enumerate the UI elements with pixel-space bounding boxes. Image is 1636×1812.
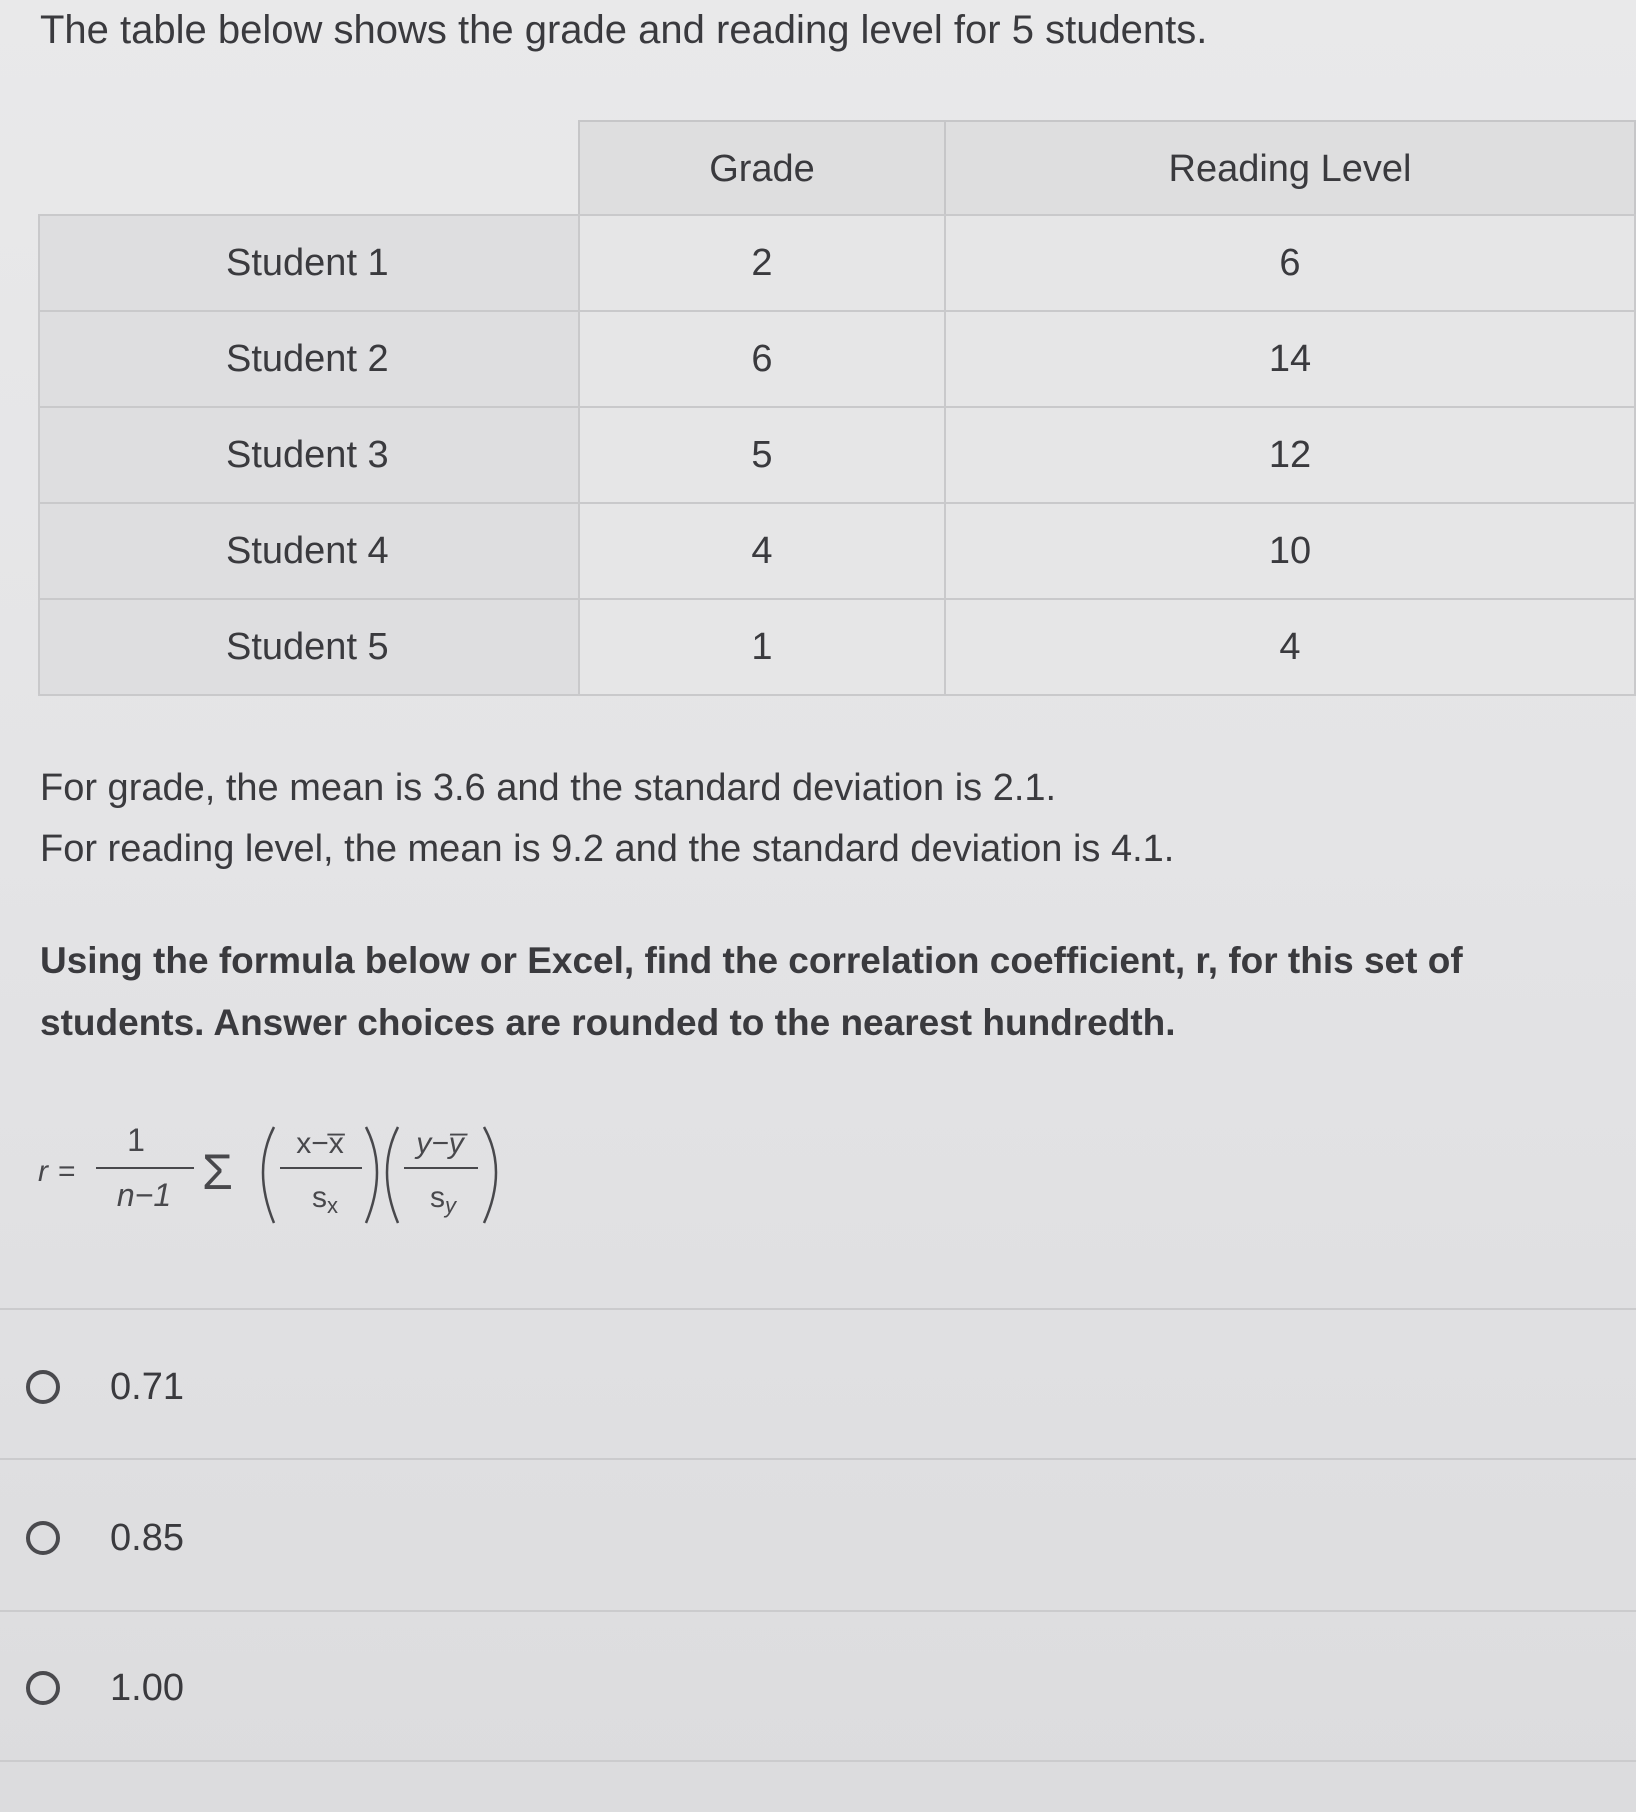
cell-grade-student-2: 6: [578, 310, 946, 408]
formula-y-term: y−y̅: [416, 1127, 464, 1160]
cell-reading-student-4: 10: [944, 502, 1636, 600]
cell-reading-student-1: 6: [944, 214, 1636, 312]
question-intro: The table below shows the grade and reading level for 5 students.: [40, 8, 1208, 52]
formula-r: r: [38, 1155, 48, 1188]
formula-x-term: x−x̅: [296, 1127, 344, 1160]
row-label-student-3: Student 3: [38, 406, 580, 504]
formula-numerator: 1: [127, 1122, 145, 1158]
answer-choice-label: 0.71: [110, 1365, 184, 1408]
cell-reading-student-5: 4: [944, 598, 1636, 696]
formula-sy-subscript: y: [445, 1193, 456, 1218]
answer-choice-label: 0.85: [110, 1516, 184, 1559]
row-label-student-2: Student 2: [38, 310, 580, 408]
cell-grade-student-3: 5: [578, 406, 946, 504]
row-label-student-4: Student 4: [38, 502, 580, 600]
cell-grade-student-4: 4: [578, 502, 946, 600]
grade-statistics: For grade, the mean is 3.6 and the standard deviation is 2.1.: [40, 767, 1057, 809]
cell-reading-student-2: 14: [944, 310, 1636, 408]
radio-button-icon[interactable]: [26, 1370, 60, 1404]
radio-button-icon[interactable]: [26, 1521, 60, 1555]
row-label-student-5: Student 5: [38, 598, 580, 696]
cell-grade-student-5: 1: [578, 598, 946, 696]
answer-choice-2[interactable]: [26, 1508, 184, 1568]
row-label-student-1: Student 1: [38, 214, 580, 312]
radio-button-icon[interactable]: [26, 1671, 60, 1705]
answer-choice-1[interactable]: [26, 1357, 184, 1417]
divider-top: [0, 1308, 1636, 1310]
paren-close-2: [484, 1127, 496, 1223]
formula-sigma: Σ: [202, 1144, 233, 1200]
paren-open-1: [263, 1127, 274, 1223]
answer-choice-label: 1.00: [110, 1666, 184, 1709]
divider-2: [0, 1610, 1636, 1612]
formula-denominator: n−1: [116, 1177, 172, 1213]
answer-choice-3[interactable]: [26, 1658, 184, 1718]
reading-statistics: For reading level, the mean is 9.2 and the standard deviation is 4.1.: [40, 828, 1175, 870]
formula-sx: $s_x$: [312, 1181, 338, 1218]
divider-1: [0, 1458, 1636, 1460]
cell-reading-student-3: 12: [944, 406, 1636, 504]
question-prompt: Using the formula below or Excel, find the correlation coefficient, r, for this set of students. Answer choices are rounded to the nearest hundredth.: [40, 940, 1463, 1043]
formula-sy: $s_y$: [430, 1181, 456, 1218]
correlation-formula: [34, 1105, 554, 1235]
summary-statistics: [40, 758, 1174, 880]
paren-close-1: [366, 1127, 377, 1223]
divider-3: [0, 1760, 1636, 1762]
formula-sx-subscript: x: [327, 1193, 338, 1218]
paren-open-2: [387, 1127, 398, 1223]
formula-equals: =: [58, 1155, 76, 1188]
header-grade: Grade: [578, 120, 946, 218]
cell-grade-student-1: 2: [578, 214, 946, 312]
header-reading-level: Reading Level: [944, 120, 1636, 218]
